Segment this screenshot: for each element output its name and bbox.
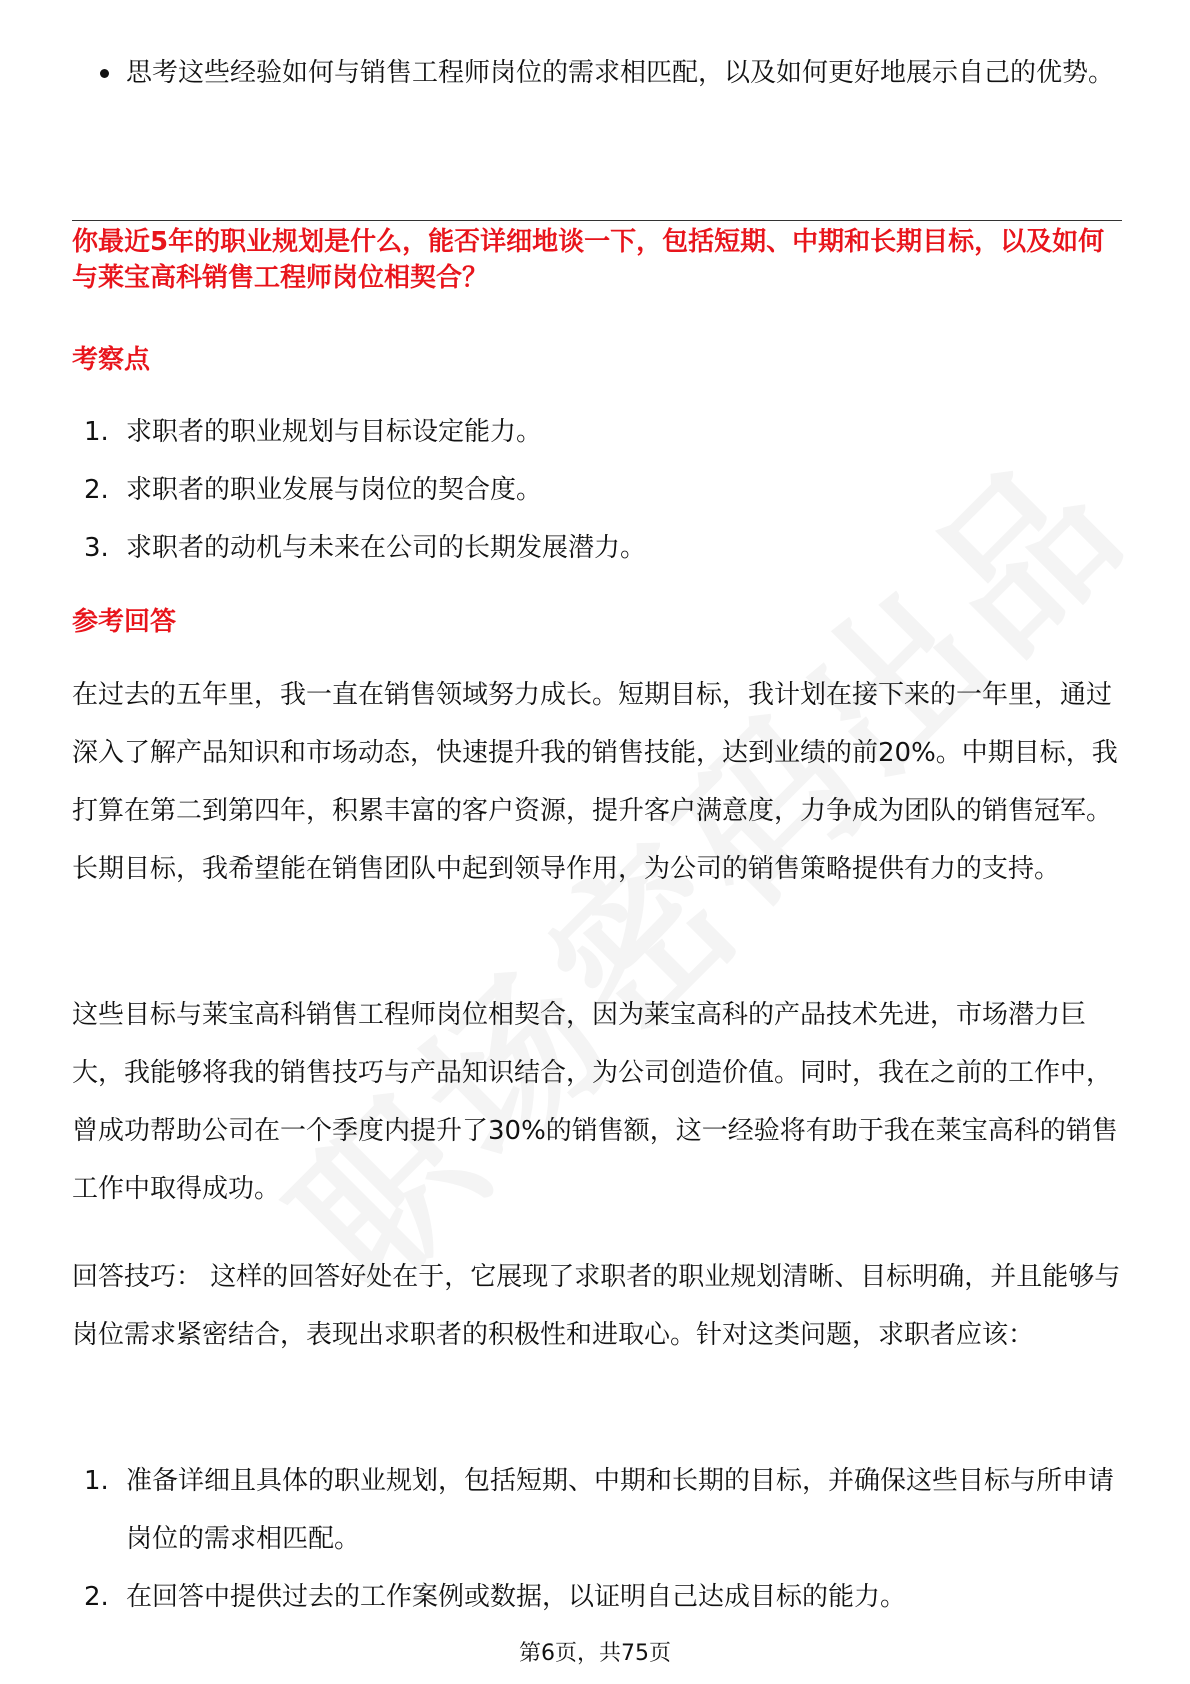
page-footer: 第6页，共75页 (519, 1641, 671, 1666)
points-section-title-block (72, 342, 1122, 378)
list-item (72, 461, 1122, 519)
list-number: 1. (84, 417, 109, 447)
tips-list (72, 1452, 1122, 1626)
section-title-answer: 参考回答 (72, 607, 177, 637)
answer-paragraph-1-block (72, 666, 1122, 898)
list-item: 思考这些经验如何与销售工程师岗位的需求相匹配，以及如何更好地展示自己的优势。 (72, 44, 1122, 102)
question-heading: 你最近5年的职业规划是什么，能否详细地谈一下，包括短期、中期和长期目标，以及如何与莱宝高科销售工程师岗位相契合？ (72, 227, 1105, 293)
section-title-points: 考察点 (72, 345, 151, 375)
list-item (72, 403, 1122, 461)
list-number: 2. (84, 1582, 109, 1612)
question-heading-block (72, 224, 1122, 296)
tips-intro: 回答技巧： 这样的回答好处在于，它展现了求职者的职业规划清晰、目标明确，并且能够与岗位需求紧密结合，表现出求职者的积极性和进取心。针对这类问题，求职者应该： (72, 1262, 1121, 1350)
list-number: 1. (84, 1466, 109, 1496)
points-list (72, 403, 1122, 577)
list-number: 2. (84, 475, 109, 505)
tips-intro-block (72, 1248, 1122, 1364)
answer-paragraph-2-block (72, 986, 1122, 1218)
divider (72, 220, 1122, 221)
answer-paragraph: 这些目标与莱宝高科销售工程师岗位相契合，因为莱宝高科的产品技术先进，市场潜力巨大，我能够将我的销售技巧与产品知识结合，为公司创造价值。同时，我在之前的工作中，曾成功帮助公司在一个季度内提升了30%的销售额，这一经验将有助于我在莱宝高科的销售工作中取得成功。 (72, 1000, 1118, 1204)
list-text: 在回答中提供过去的工作案例或数据，以证明自己达成目标的能力。 (126, 1582, 907, 1612)
list-text: 求职者的职业规划与目标设定能力。 (126, 417, 543, 447)
list-item (72, 1452, 1122, 1568)
answer-paragraph: 在过去的五年里，我一直在销售领域努力成长。短期目标，我计划在接下来的一年里，通过深入了解产品知识和市场动态，快速提升我的销售技能，达到业绩的前20%。中期目标，我打算在第二到第四年，积累丰富的客户资源，提升客户满意度，力争成为团队的销售冠军。长期目标，我希望能在销售团队中起到领导作用，为公司的销售策略提供有力的支持。 (72, 680, 1118, 884)
list-item (72, 1568, 1122, 1626)
list-text: 求职者的职业发展与岗位的契合度。 (126, 475, 543, 505)
answer-section-title-block (72, 604, 1122, 640)
list-item (72, 519, 1122, 577)
list-number: 3. (84, 533, 109, 563)
top-bullet-list (72, 44, 1122, 102)
list-text: 求职者的动机与未来在公司的长期发展潜力。 (126, 533, 647, 563)
list-text: 准备详细且具体的职业规划，包括短期、中期和长期的目标，并确保这些目标与所申请岗位的需求相匹配。 (126, 1466, 1115, 1554)
